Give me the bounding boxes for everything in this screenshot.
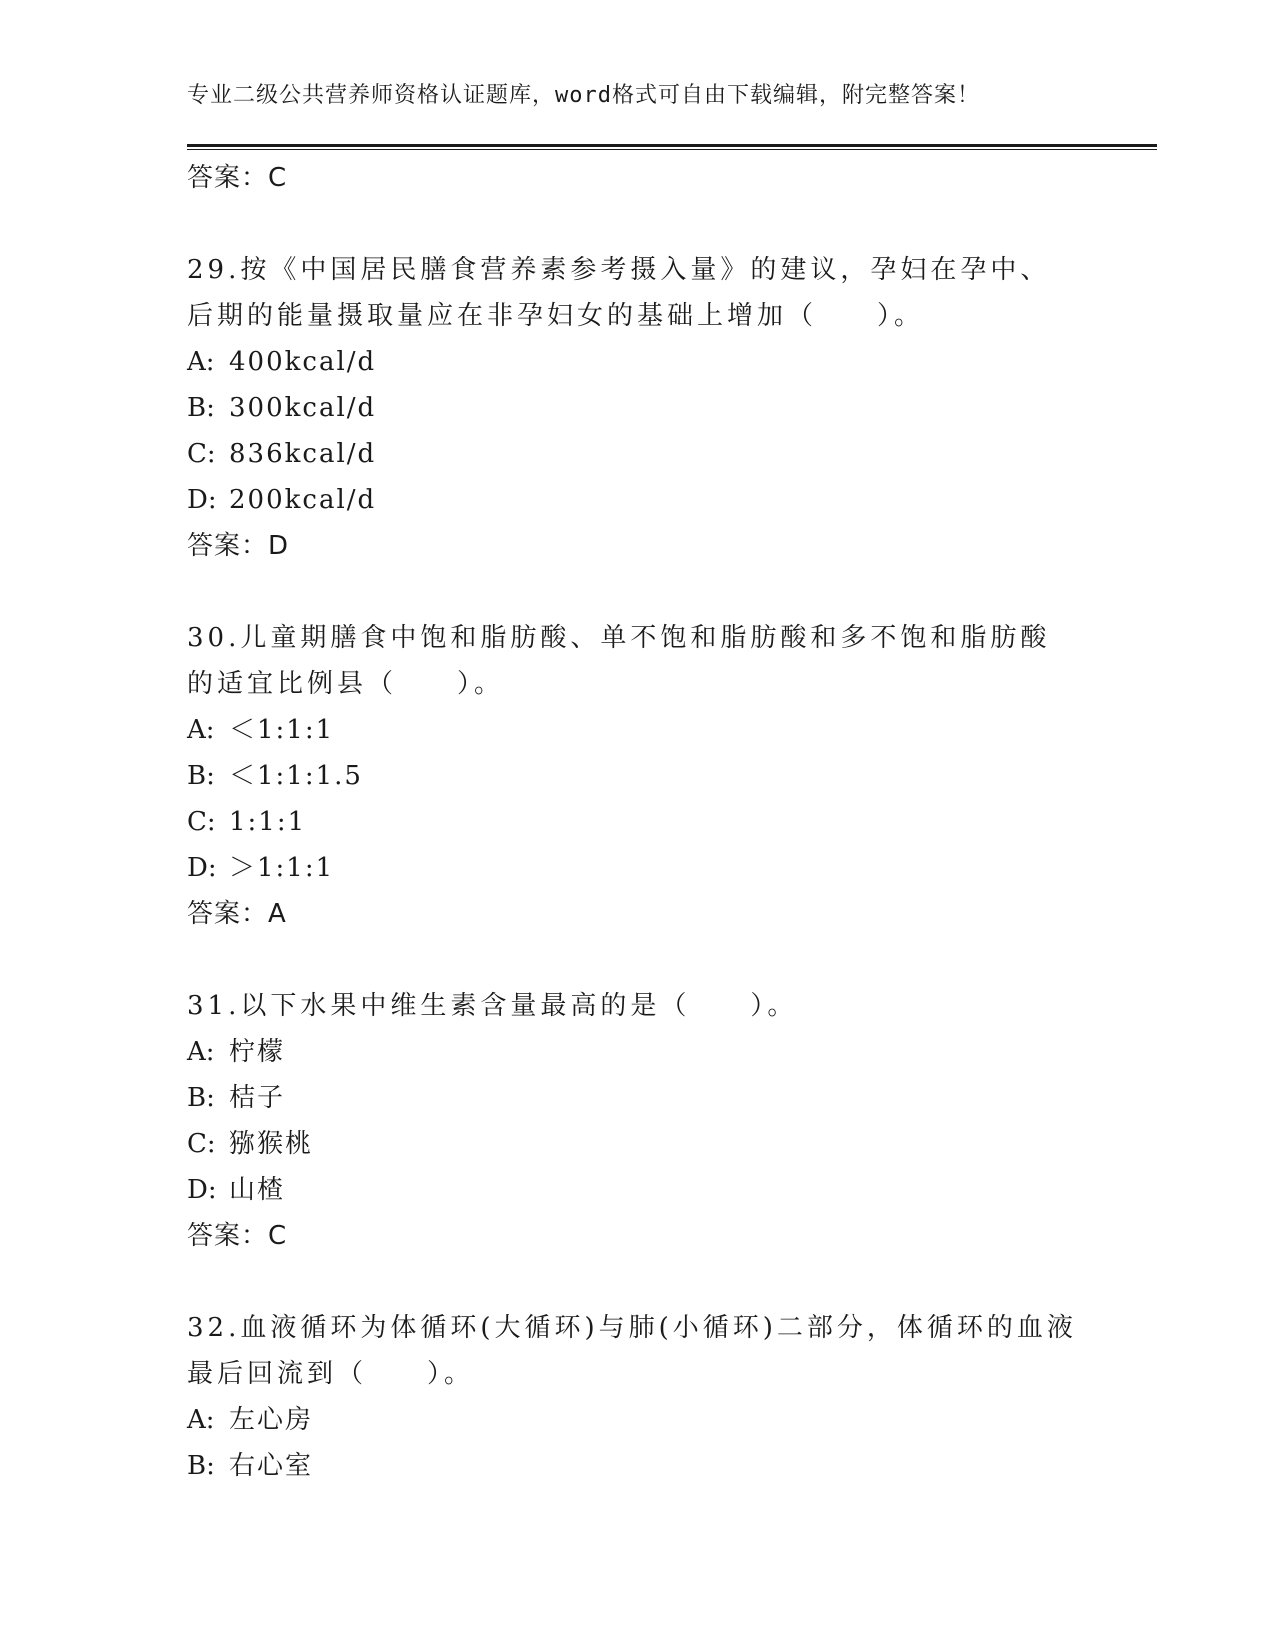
question-29-answer	[187, 523, 1087, 569]
option-text: 200kcal/d	[229, 485, 377, 515]
option-text: 柠檬	[229, 1037, 286, 1067]
question-31-option-b	[187, 1075, 1087, 1121]
option-text: 桔子	[229, 1083, 286, 1113]
option-key: B:	[187, 1451, 215, 1481]
answer-value: C	[268, 1221, 288, 1251]
question-30-option-c	[187, 799, 1087, 845]
answer-line	[187, 155, 1087, 201]
option-key: A:	[187, 1405, 215, 1435]
question-32-option-a	[187, 1397, 1087, 1443]
option-key: B:	[187, 1083, 215, 1113]
question-31-option-a	[187, 1029, 1087, 1075]
question-32-text: 32.血液循环为体循环(大循环)与肺(小循环)二部分，体循环的血液最后回流到（ ）。	[187, 1313, 1077, 1389]
question-32-option-b	[187, 1443, 1087, 1489]
option-text: ＞1:1:1	[229, 853, 335, 883]
question-30-option-d	[187, 845, 1087, 891]
option-text: 836kcal/d	[229, 439, 377, 469]
question-list	[187, 155, 1087, 1489]
option-key: C:	[187, 439, 216, 469]
header-divider-thick	[187, 144, 1157, 147]
option-text: ＜1:1:1.5	[229, 761, 363, 791]
answer-value: C	[268, 163, 288, 193]
answer-label: 答案：	[187, 899, 269, 929]
option-key: A:	[187, 1037, 215, 1067]
question-29-option-c	[187, 431, 1087, 477]
answer-value: D	[268, 531, 290, 561]
question-30-option-b	[187, 753, 1087, 799]
option-key: B:	[187, 393, 215, 423]
question-29-option-d	[187, 477, 1087, 523]
header-divider-thin	[187, 149, 1157, 150]
option-key: D:	[187, 1175, 217, 1205]
answer-value: A	[268, 899, 287, 929]
question-30-text: 30.儿童期膳食中饱和脂肪酸、单不饱和脂肪酸和多不饱和脂肪酸的适宜比例县（ ）。	[187, 623, 1051, 699]
question-31-option-c	[187, 1121, 1087, 1167]
option-text: 400kcal/d	[229, 347, 377, 377]
option-key: B:	[187, 761, 215, 791]
option-key: C:	[187, 1129, 216, 1159]
question-31-answer	[187, 1213, 1087, 1259]
answer-label: 答案：	[187, 163, 269, 193]
option-text: 300kcal/d	[229, 393, 377, 423]
question-31-text: 31.以下水果中维生素含量最高的是（ ）。	[187, 991, 798, 1021]
option-text: ＜1:1:1	[229, 715, 335, 745]
option-text: 1:1:1	[229, 807, 307, 837]
option-key: A:	[187, 715, 215, 745]
option-text: 左心房	[229, 1405, 314, 1435]
question-30-option-a	[187, 707, 1087, 753]
answer-label: 答案：	[187, 531, 269, 561]
page-header: 专业二级公共营养师资格认证题库，word格式可自由下载编辑，附完整答案！	[187, 83, 980, 108]
option-text: 右心室	[229, 1451, 314, 1481]
question-30-answer	[187, 891, 1087, 937]
option-key: C:	[187, 807, 216, 837]
option-text: 猕猴桃	[229, 1129, 314, 1159]
option-key: A:	[187, 347, 215, 377]
question-31-option-d	[187, 1167, 1087, 1213]
option-key: D:	[187, 853, 217, 883]
answer-label: 答案：	[187, 1221, 269, 1251]
question-29-text: 29.按《中国居民膳食营养素参考摄入量》的建议，孕妇在孕中、后期的能量摄取量应在非孕妇女的基础上增加（ ）。	[187, 255, 1051, 331]
question-29-option-a	[187, 339, 1087, 385]
question-29-option-b	[187, 385, 1087, 431]
option-text: 山楂	[229, 1175, 286, 1205]
option-key: D:	[187, 485, 217, 515]
